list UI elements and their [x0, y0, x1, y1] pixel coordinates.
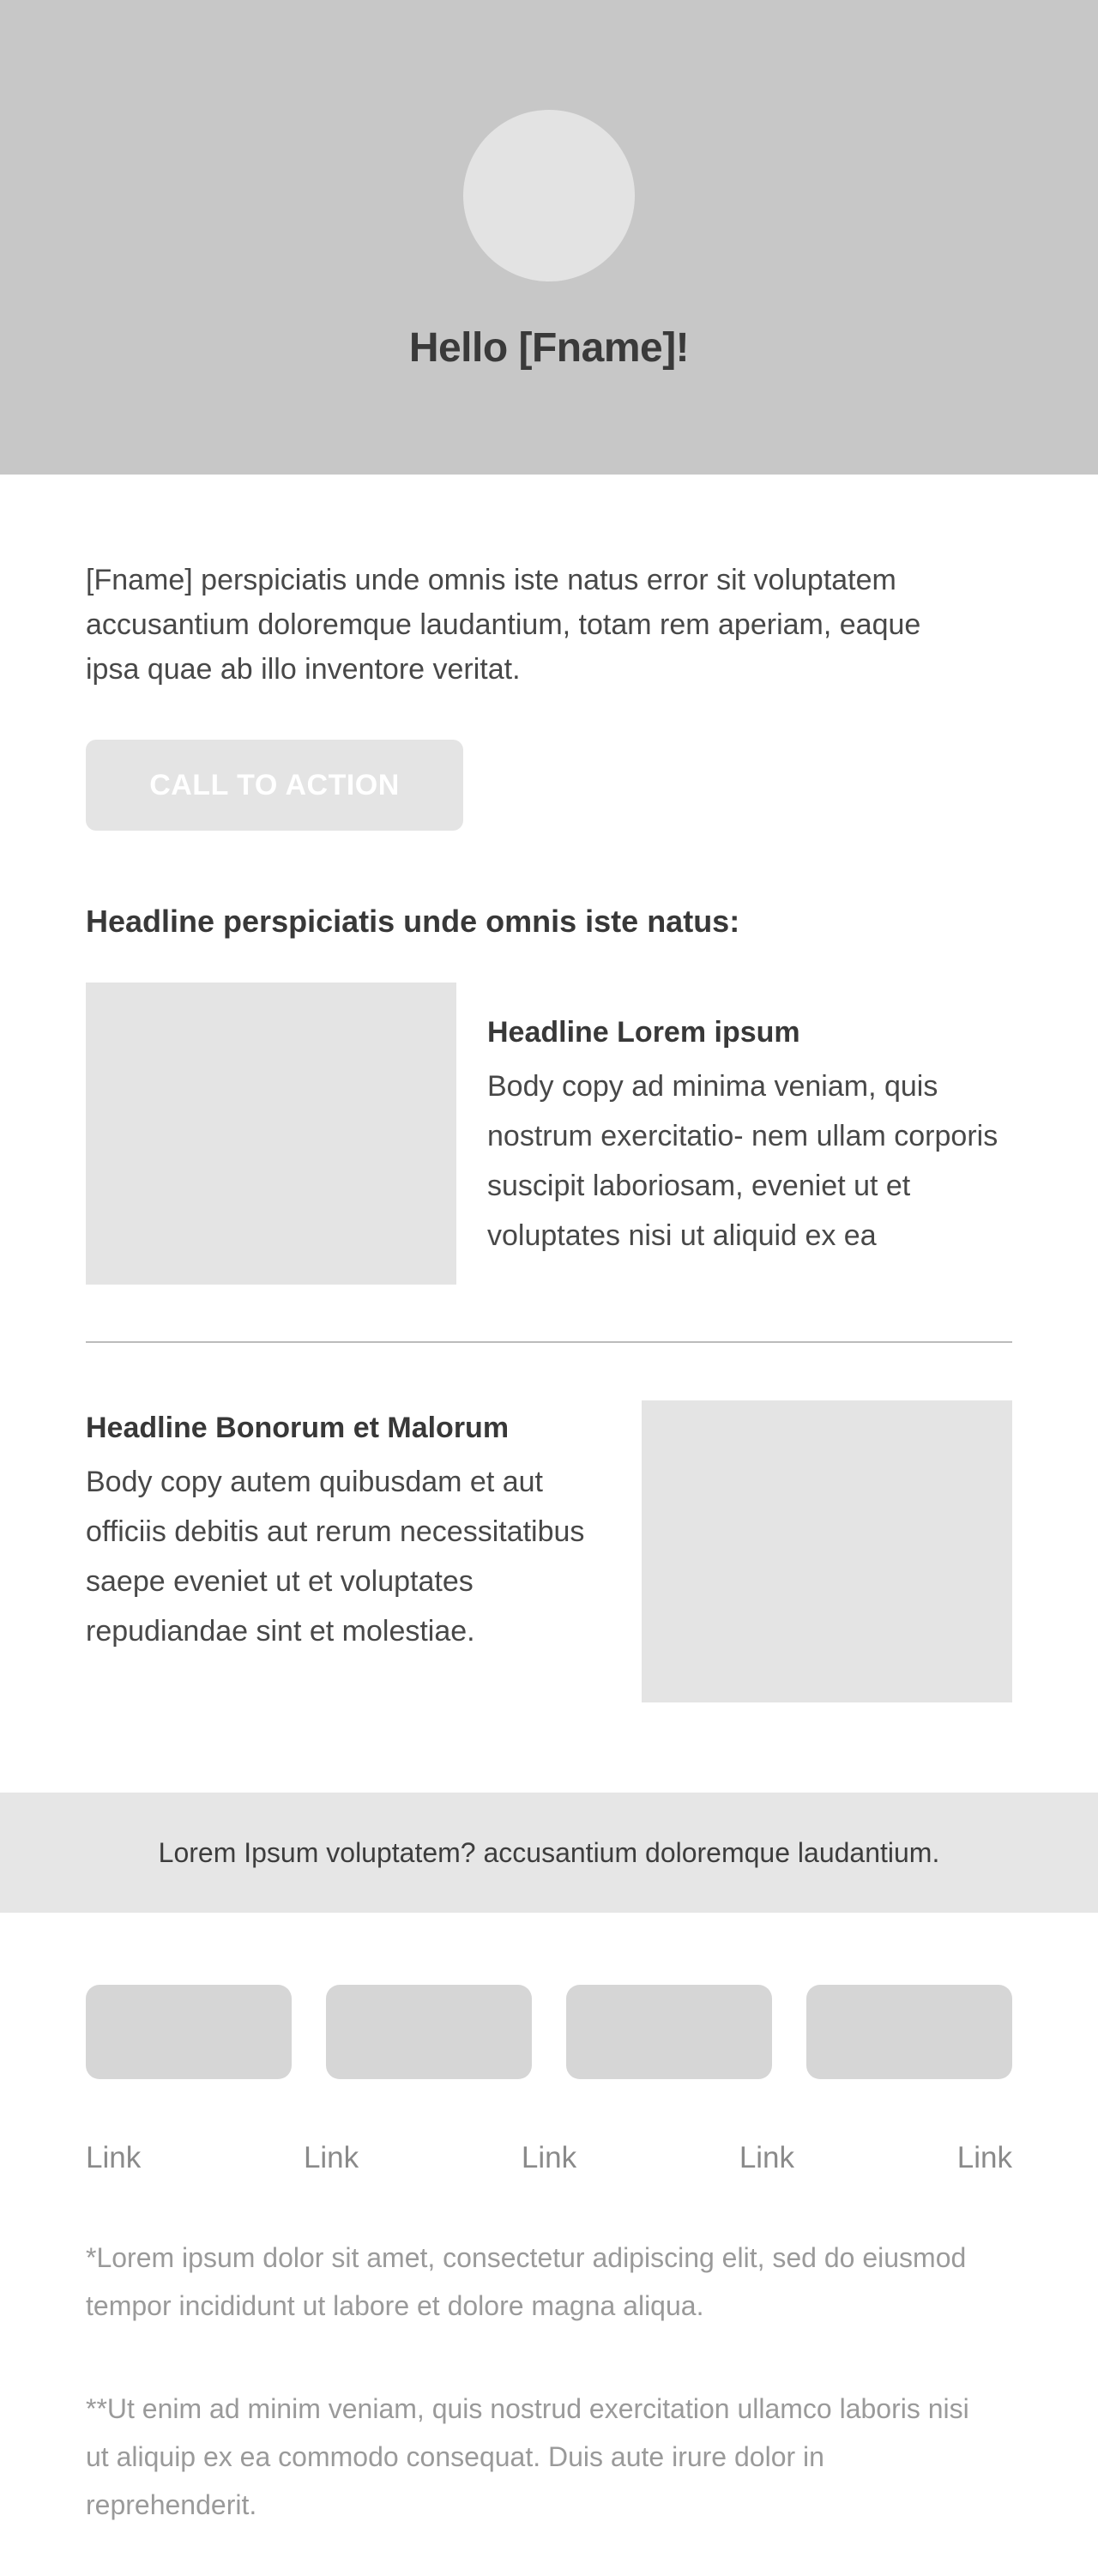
app-badge-placeholder-1[interactable] — [86, 1985, 292, 2079]
footnote-1-line: *Lorem ipsum dolor sit amet, consectetur adipiscing elit, sed do eiusmod — [86, 2242, 967, 2273]
section-headline: Headline perspiciatis unde omnis iste natus: — [86, 904, 740, 939]
footnote-1 — [86, 2234, 1012, 2330]
avatar-placeholder — [463, 110, 635, 281]
feature-2-body-line: Body copy autem quibusdam et aut — [86, 1466, 543, 1498]
intro-line: accusantium doloremque laudantium, totam rem aperiam, eaque — [86, 608, 921, 641]
banner-text: Lorem Ipsum voluptatem? accusantium doloremque laudantium. — [158, 1836, 940, 1868]
intro-line: [Fname] perspiciatis unde omnis iste natus error sit voluptatem — [86, 564, 896, 596]
feature-1-image-placeholder — [86, 983, 456, 1285]
intro-line: ipsa quae ab illo inventore veritat. — [86, 653, 521, 686]
feature-2-headline: Headline Bonorum et Malorum — [86, 1412, 510, 1444]
feature-row-2 — [86, 1400, 1012, 1702]
app-badge-placeholder-3[interactable] — [566, 1985, 772, 2079]
app-badge-placeholder-2[interactable] — [326, 1985, 532, 2079]
footer-link-5[interactable]: Link — [956, 2141, 1012, 2174]
intro-paragraph — [86, 558, 1012, 692]
feature-2-body-line: saepe eveniet ut et voluptates — [86, 1565, 474, 1598]
feature-2-text — [86, 1400, 600, 1656]
footnote-1-line: tempor incididunt ut labore et dolore magna aliqua. — [86, 2290, 704, 2321]
feature-1-headline: Headline Lorem ipsum — [487, 1016, 800, 1049]
feature-2-body-line: officiis debitis aut rerum necessitatibus — [86, 1515, 585, 1548]
feature-2-image-placeholder — [642, 1400, 1012, 1702]
call-to-action-button[interactable]: CALL TO ACTION — [86, 740, 463, 831]
footer-link-1[interactable]: Link — [86, 2141, 142, 2174]
badge-row — [86, 1985, 1012, 2079]
feature-1-body-line: Body copy ad minima veniam, quis — [487, 1070, 938, 1103]
footer-link-3[interactable]: Link — [521, 2141, 577, 2174]
footer-link-2[interactable]: Link — [303, 2141, 359, 2174]
feature-1-body-line: voluptates nisi ut aliquid ex ea — [487, 1219, 877, 1252]
feature-1-body — [487, 1061, 1012, 1261]
feature-2-body — [86, 1457, 600, 1656]
footnote-2-line: reprehenderit. — [86, 2489, 257, 2520]
feature-row-1 — [86, 983, 1012, 1285]
feature-1-text — [487, 983, 1012, 1261]
email-footer — [86, 1985, 1012, 2529]
section-divider — [86, 1341, 1012, 1343]
footnote-2-line: **Ut enim ad minim veniam, quis nostrud exercitation ullamco laboris nisi — [86, 2393, 969, 2424]
feature-1-body-line: nostrum exercitatio- nem ullam corporis — [487, 1120, 998, 1152]
footnote-2-line: ut aliquip ex ea commodo consequat. Duis aute irure dolor in — [86, 2441, 824, 2472]
feature-1-body-line: suscipit laboriosam, eveniet ut et — [487, 1170, 911, 1202]
footer-links — [86, 2141, 1012, 2175]
footnote-2 — [86, 2385, 1012, 2529]
app-badge-placeholder-4[interactable] — [806, 1985, 1012, 2079]
footer-link-4[interactable]: Link — [739, 2141, 795, 2174]
hero-header — [0, 0, 1098, 475]
email-body — [86, 558, 1012, 1702]
question-banner — [0, 1793, 1098, 1913]
feature-2-body-line: repudiandae sint et molestiae. — [86, 1615, 475, 1648]
greeting-title: Hello [Fname]! — [408, 325, 690, 371]
